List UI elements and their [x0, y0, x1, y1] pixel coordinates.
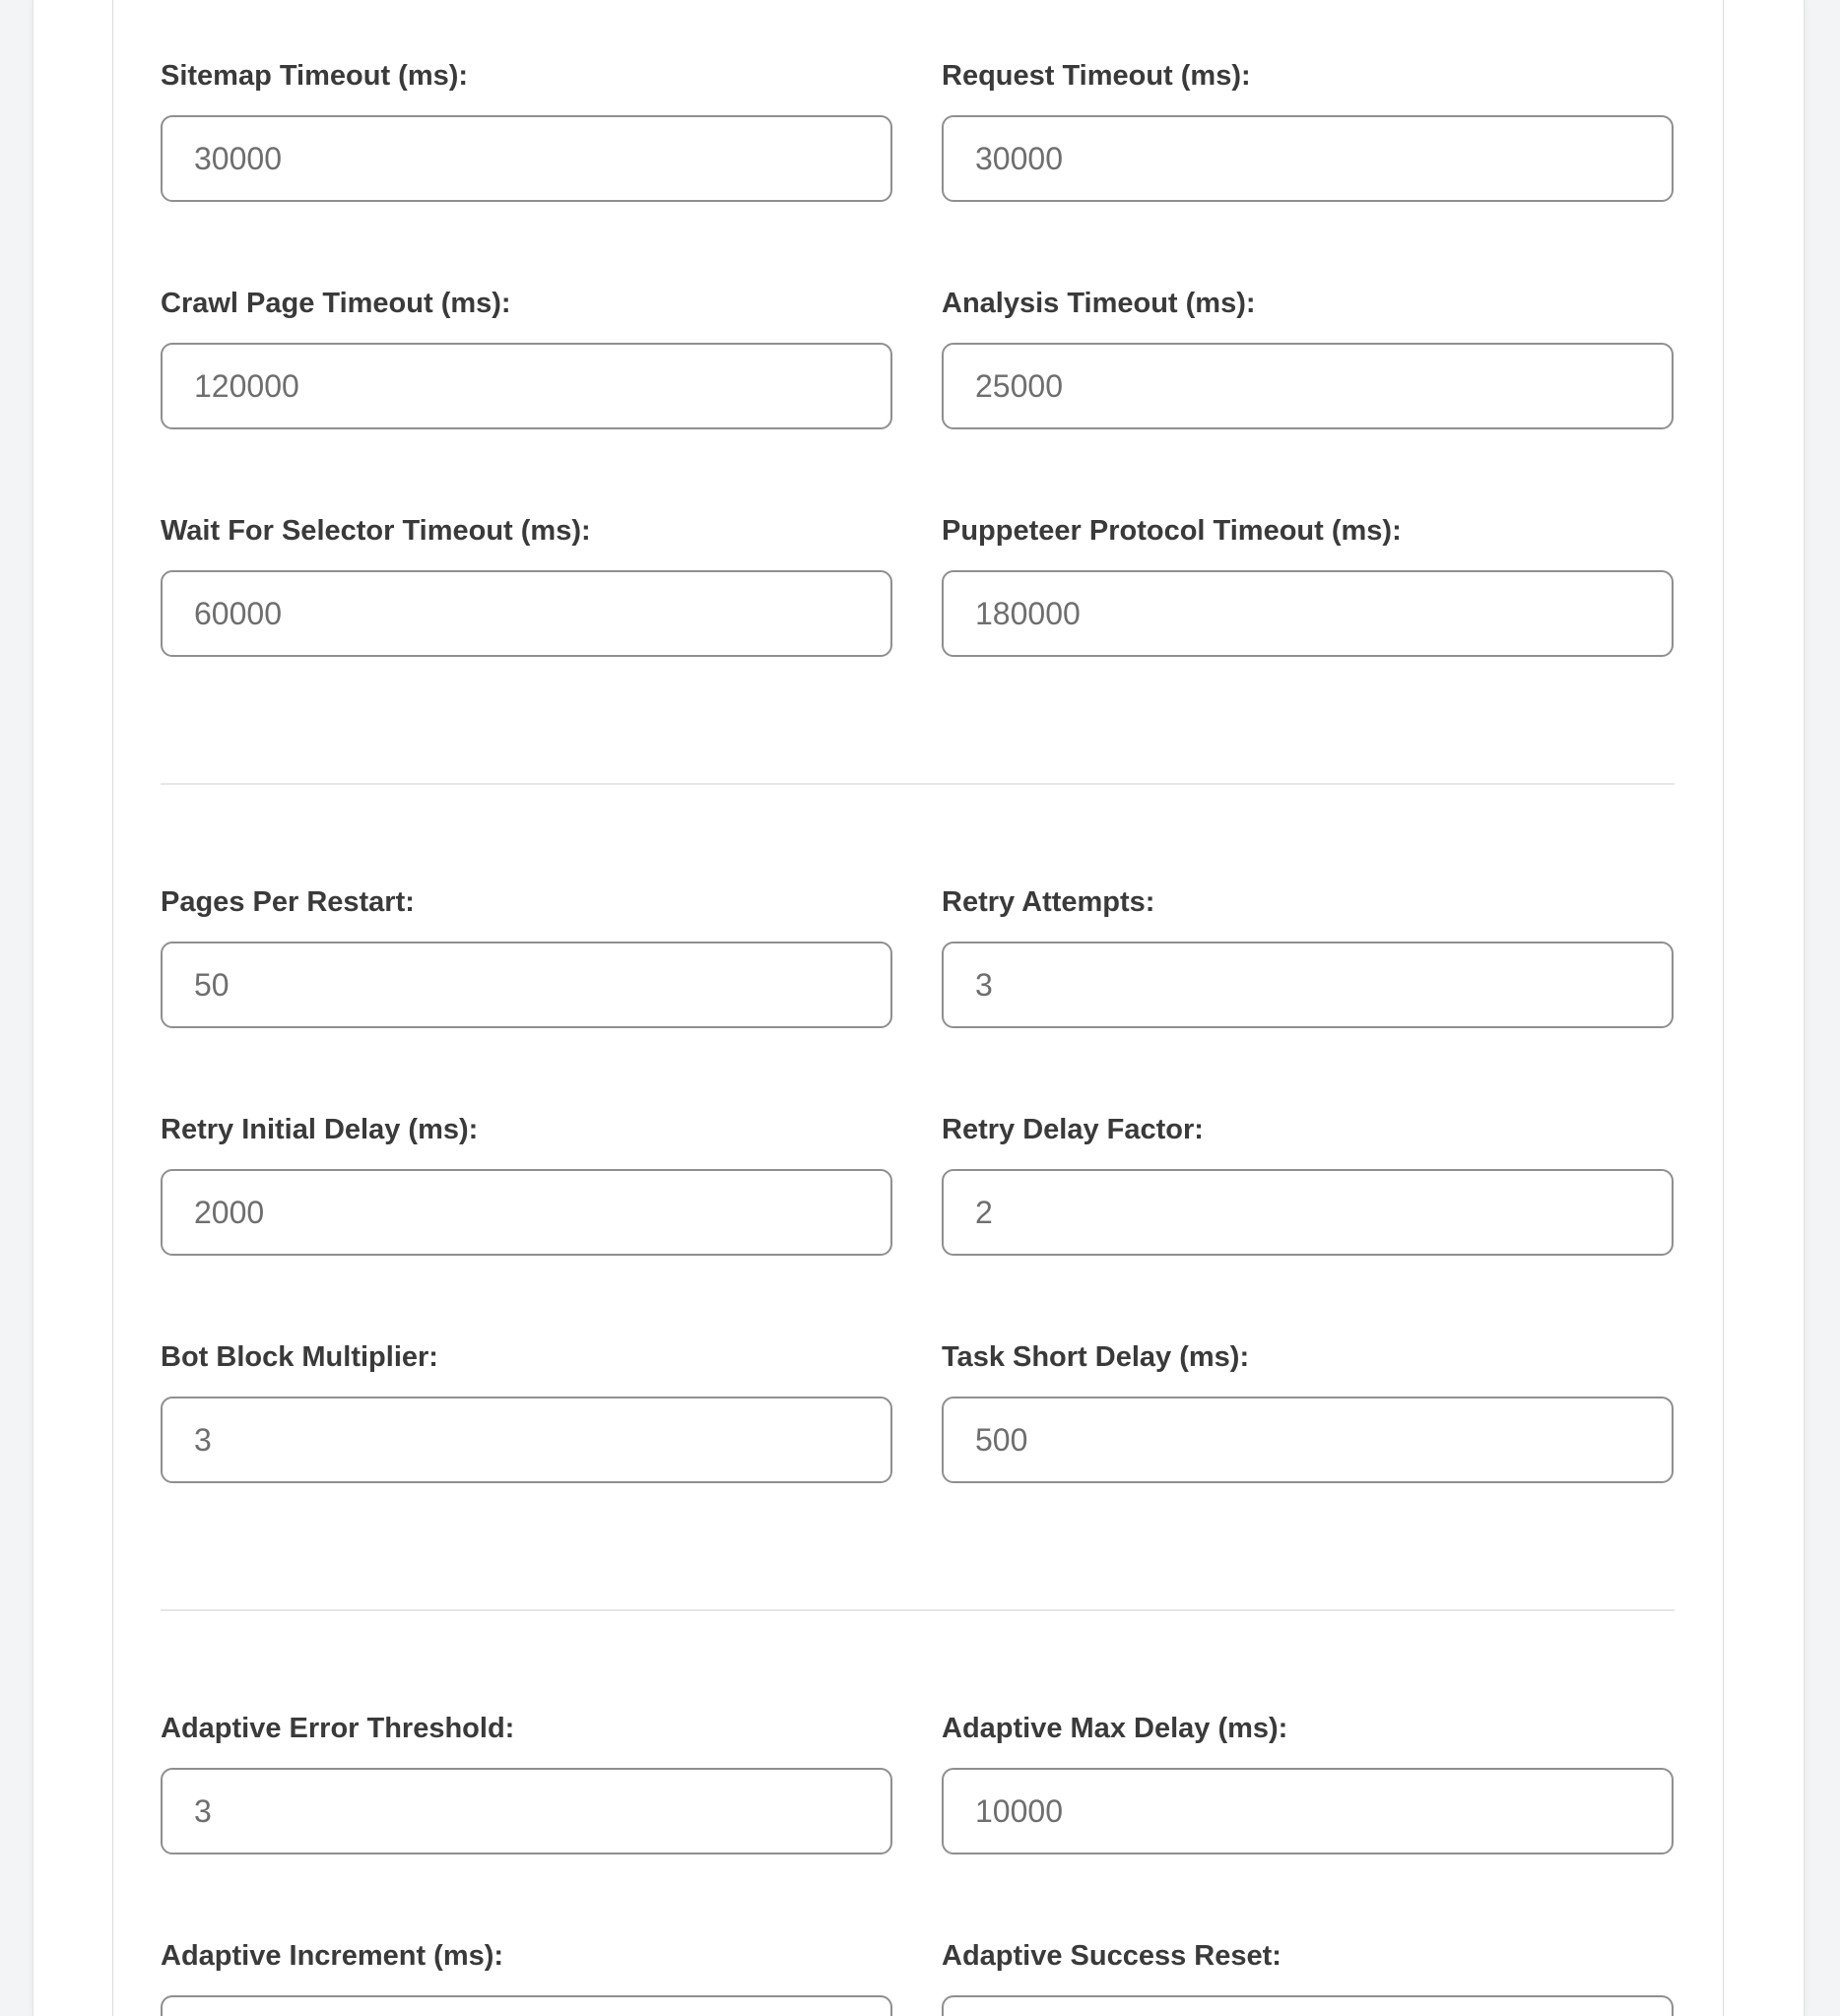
- retry-attempts-label: Retry Attempts:: [942, 886, 1155, 918]
- request-timeout-label: Request Timeout (ms):: [942, 60, 1251, 92]
- retry-attempts-input[interactable]: [942, 942, 1674, 1028]
- adaptive-success-reset-label: Adaptive Success Reset:: [942, 1940, 1281, 1972]
- adaptive-max-delay-input[interactable]: [942, 1768, 1674, 1854]
- sitemap-timeout-label: Sitemap Timeout (ms):: [161, 60, 469, 92]
- analysis-timeout-input[interactable]: [942, 343, 1674, 429]
- retry-initial-delay-label: Retry Initial Delay (ms):: [161, 1114, 479, 1145]
- adaptive-max-delay-label: Adaptive Max Delay (ms):: [942, 1713, 1288, 1744]
- crawl-page-timeout-input[interactable]: [161, 343, 892, 429]
- adaptive-increment-input[interactable]: [161, 1995, 892, 2016]
- retry-delay-factor-label: Retry Delay Factor:: [942, 1114, 1204, 1145]
- retry-delay-factor-input[interactable]: [942, 1169, 1674, 1256]
- crawl-page-timeout-label: Crawl Page Timeout (ms):: [161, 288, 511, 319]
- puppeteer-protocol-timeout-input[interactable]: [942, 570, 1674, 657]
- adaptive-error-threshold-input[interactable]: [161, 1768, 892, 1854]
- retry-initial-delay-input[interactable]: [161, 1169, 892, 1256]
- task-short-delay-input[interactable]: [942, 1397, 1674, 1483]
- bot-block-multiplier-input[interactable]: [161, 1397, 892, 1483]
- bot-block-multiplier-label: Bot Block Multiplier:: [161, 1341, 438, 1373]
- analysis-timeout-label: Analysis Timeout (ms):: [942, 288, 1256, 319]
- section-divider: [161, 1609, 1675, 1611]
- task-short-delay-label: Task Short Delay (ms):: [942, 1341, 1250, 1373]
- request-timeout-input[interactable]: [942, 115, 1674, 202]
- pages-per-restart-label: Pages Per Restart:: [161, 886, 415, 918]
- pages-per-restart-input[interactable]: [161, 942, 892, 1028]
- adaptive-error-threshold-label: Adaptive Error Threshold:: [161, 1713, 515, 1744]
- wait-for-selector-timeout-label: Wait For Selector Timeout (ms):: [161, 515, 591, 547]
- adaptive-increment-label: Adaptive Increment (ms):: [161, 1940, 504, 1972]
- wait-for-selector-timeout-input[interactable]: [161, 570, 892, 657]
- adaptive-success-reset-input[interactable]: [942, 1995, 1674, 2016]
- sitemap-timeout-input[interactable]: [161, 115, 892, 202]
- section-divider: [161, 783, 1675, 785]
- puppeteer-protocol-timeout-label: Puppeteer Protocol Timeout (ms):: [942, 515, 1402, 547]
